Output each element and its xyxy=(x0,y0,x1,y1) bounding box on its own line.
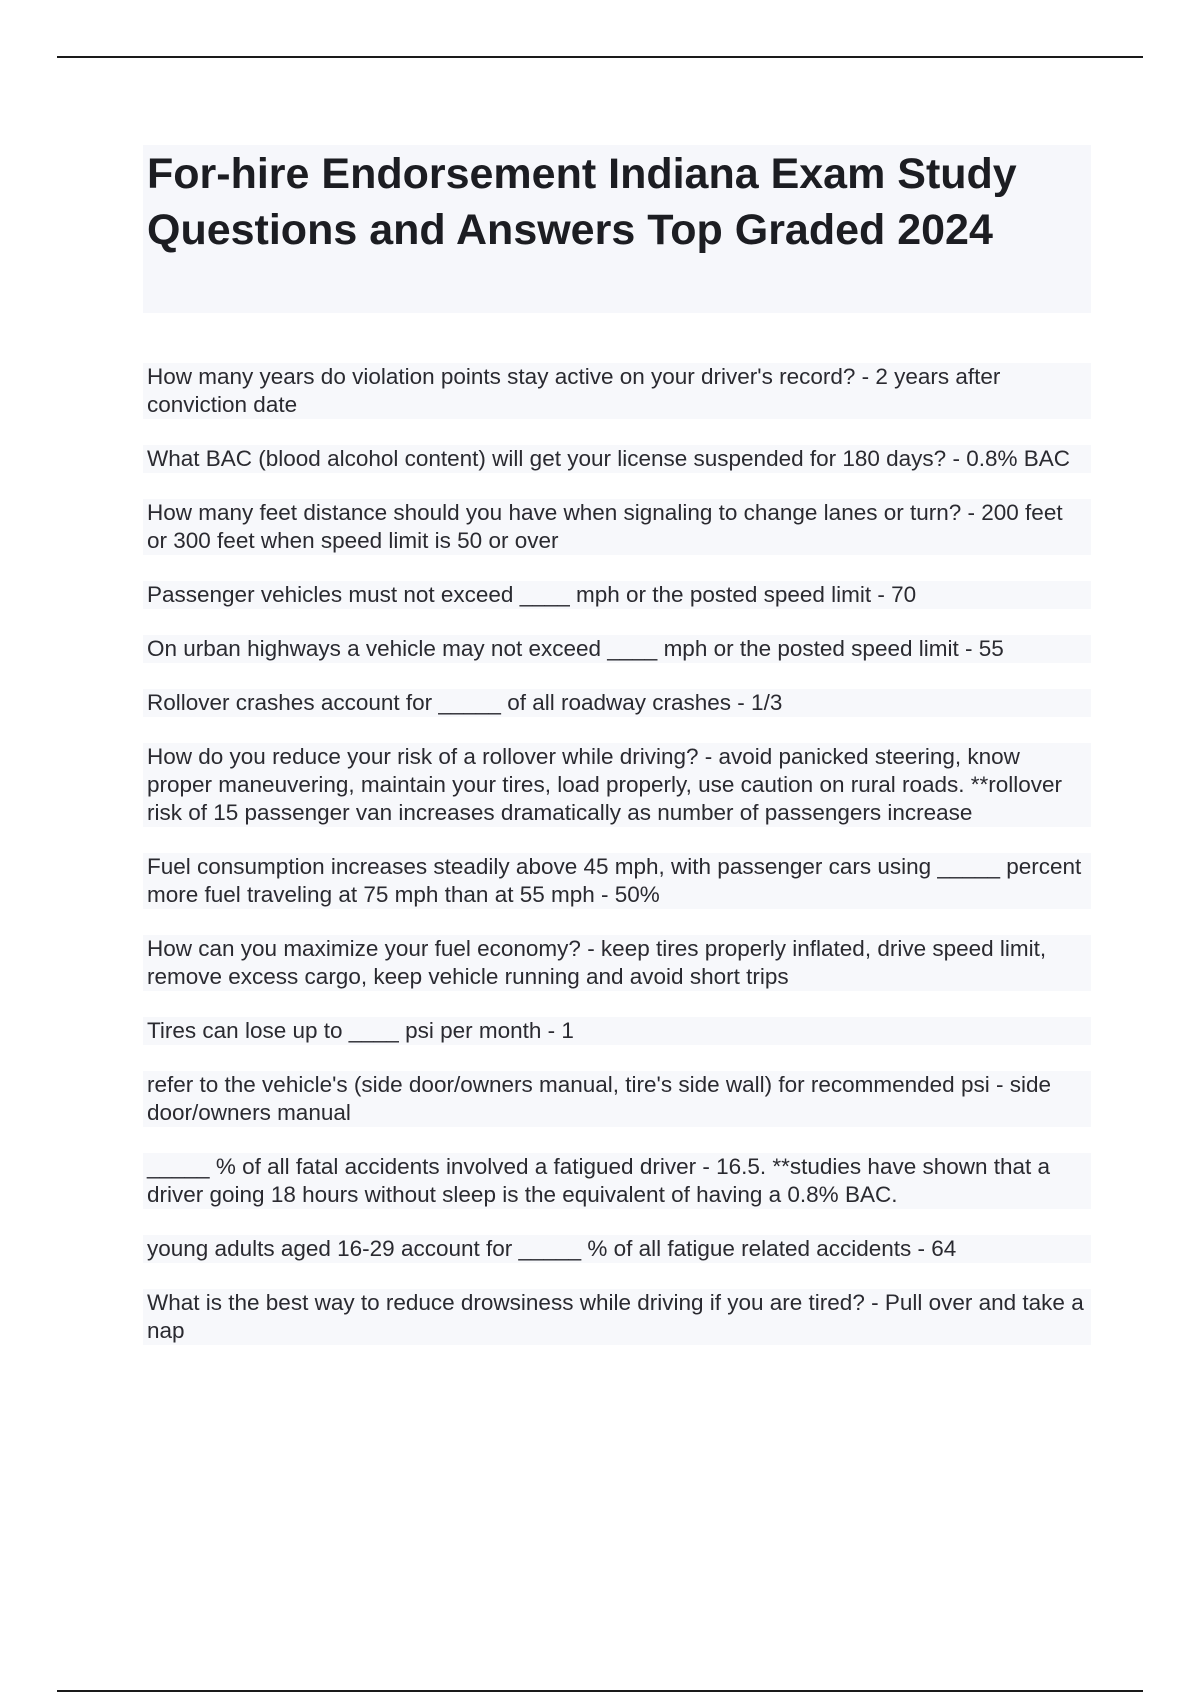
qa-item: How can you maximize your fuel economy? - keep tires properly inflated, drive speed limit, remove excess cargo, keep vehicle running and avoid short trips xyxy=(143,935,1091,991)
qa-item: Passenger vehicles must not exceed ____ mph or the posted speed limit - 70 xyxy=(143,581,1091,609)
qa-item: What BAC (blood alcohol content) will get your license suspended for 180 days? - 0.8% BAC xyxy=(143,445,1091,473)
qa-item: What is the best way to reduce drowsiness while driving if you are tired? - Pull over and take a nap xyxy=(143,1289,1091,1345)
bottom-rule xyxy=(57,1690,1143,1692)
qa-item: On urban highways a vehicle may not exceed ____ mph or the posted speed limit - 55 xyxy=(143,635,1091,663)
qa-item: young adults aged 16-29 account for _____ % of all fatigue related accidents - 64 xyxy=(143,1235,1091,1263)
qa-item: Fuel consumption increases steadily above 45 mph, with passenger cars using _____ percent more fuel traveling at 75 mph than at 55 mph - 50% xyxy=(143,853,1091,909)
qa-list xyxy=(143,363,1091,1371)
title-block xyxy=(143,145,1091,313)
document-title: For-hire Endorsement Indiana Exam Study Questions and Answers Top Graded 2024 xyxy=(147,150,1017,254)
qa-item: _____ % of all fatal accidents involved a fatigued driver - 16.5. **studies have shown that a driver going 18 hours without sleep is the equivalent of having a 0.8% BAC. xyxy=(143,1153,1091,1209)
qa-item: How do you reduce your risk of a rollover while driving? - avoid panicked steering, know proper maneuvering, maintain your tires, load properly, use caution on rural roads. **rollover risk of 15 passenger van increases dramatically as number of passengers increase xyxy=(143,743,1091,827)
top-rule xyxy=(57,56,1143,58)
qa-item: How many feet distance should you have when signaling to change lanes or turn? - 200 feet or 300 feet when speed limit is 50 or over xyxy=(143,499,1091,555)
qa-item: How many years do violation points stay active on your driver's record? - 2 years after conviction date xyxy=(143,363,1091,419)
qa-item: Rollover crashes account for _____ of all roadway crashes - 1/3 xyxy=(143,689,1091,717)
qa-item: refer to the vehicle's (side door/owners manual, tire's side wall) for recommended psi - side door/owners manual xyxy=(143,1071,1091,1127)
qa-item: Tires can lose up to ____ psi per month - 1 xyxy=(143,1017,1091,1045)
